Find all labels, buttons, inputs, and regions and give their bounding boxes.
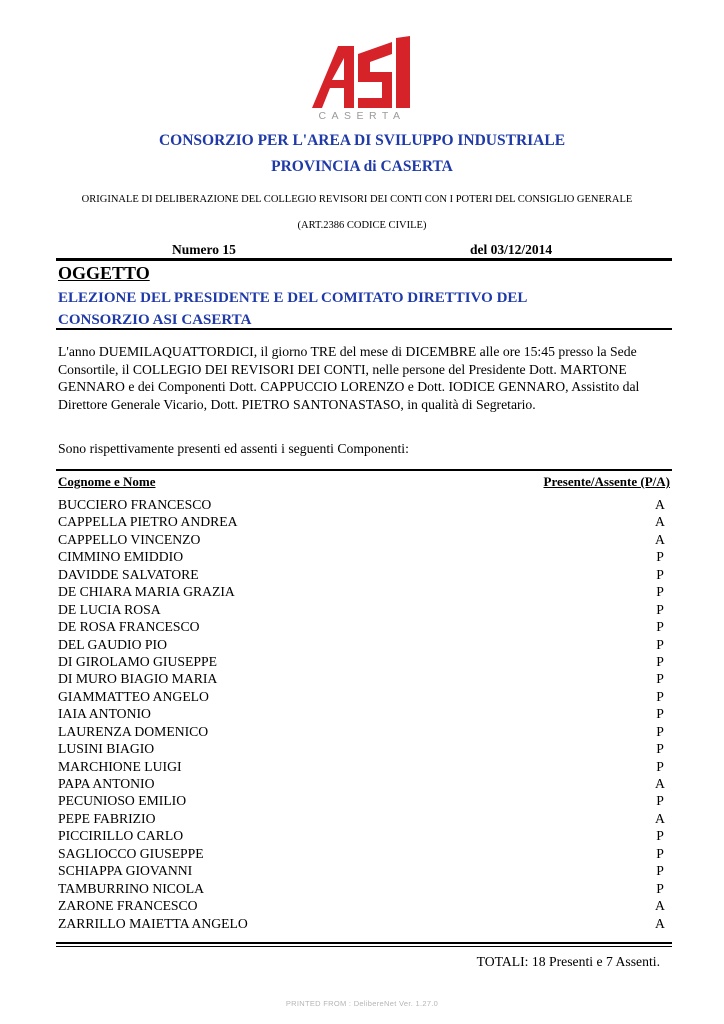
member-name: PAPA ANTONIO [58,776,155,791]
member-status: P [656,619,664,635]
member-name: LUSINI BIAGIO [58,741,155,757]
member-status: A [655,514,665,530]
print-footer: PRINTED FROM : DelibereNet Ver. 1.27.0 [285,999,439,1008]
body-paragraph: L'anno DUEMILAQUATTORDICI, il giorno TRE del mese di DICEMBRE alle ore 15:45 presso la Sede Consortile, il COLLEGIO DEI REVISORI DEI CONTI, nelle persone del Presidente Dott. MARTONE GENNARO e dei Componenti Dott. CAPPUCCIO LORENZO e Dott. IODICE GENNARO, Assistito dal Direttore Generale Vicario, Dott. PIETRO SANTONASTASO, in qualità di Segretario. [58,344,640,412]
table-row [58,688,670,705]
table-row [58,566,670,583]
member-status: P [656,741,664,757]
table-row [58,810,670,827]
table-row [58,618,670,635]
member-name: DAVIDDE SALVATORE [58,566,199,582]
member-status: P [656,758,664,774]
member-status: P [656,828,664,844]
member-status: P [656,636,664,652]
table-row [58,653,670,670]
table-row [58,496,670,513]
deliberation-number: Numero 15 [172,242,236,257]
member-status: A [655,497,665,512]
member-name: PICCIRILLO CARLO [58,828,184,844]
table-row [58,862,670,879]
deliberation-date: del 03/12/2014 [470,242,553,257]
divider-bottom-2 [56,946,672,947]
table-row [58,827,670,844]
column-header-status: Presente/Assente (P/A) [543,474,670,489]
table-row [58,670,670,687]
member-name: DI MURO BIAGIO MARIA [58,671,218,687]
member-status: P [656,845,664,861]
oggetto-label: OGGETTO [58,263,150,283]
member-name: SCHIAPPA GIOVANNI [58,863,193,879]
table-row [58,915,670,932]
member-name: IAIA ANTONIO [58,706,151,722]
table-row [58,601,670,618]
member-name: ZARRILLO MAIETTA ANGELO [58,915,248,931]
list-intro: Sono rispettivamente presenti ed assenti i seguenti Componenti: [58,441,409,456]
member-status: P [656,601,664,617]
table-row [58,758,670,775]
member-status: A [655,810,665,826]
member-name: MARCHIONE LUIGI [58,758,182,774]
table-row [58,583,670,600]
member-name: DI GIROLAMO GIUSEPPE [58,653,217,669]
member-name: TAMBURRINO NICOLA [58,880,205,896]
member-name: GIAMMATTEO ANGELO [58,688,209,704]
table-row [58,531,670,548]
table-row [58,723,670,740]
member-name: PECUNIOSO EMILIO [58,793,187,809]
member-status: P [656,793,664,809]
org-name: CONSORZIO PER L'AREA DI SVILUPPO INDUSTRIALE [158,132,566,149]
member-name: DE ROSA FRANCESCO [58,619,200,635]
member-status: P [656,880,664,896]
member-name: BUCCIERO FRANCESCO [58,497,212,512]
table-row [58,792,670,809]
table-row [58,548,670,565]
divider-table-top [56,469,672,471]
divider-bottom-1 [56,942,672,944]
members-list [58,496,670,932]
member-name: CAPPELLA PIETRO ANDREA [58,514,238,530]
logo-caption: CASERTA [318,110,406,122]
member-status: P [656,723,664,739]
member-name: SAGLIOCCO GIUSEPPE [58,845,204,861]
table-row [58,880,670,897]
table-row [58,845,670,862]
member-status: A [655,915,665,931]
table-row [58,705,670,722]
member-name: ZARONE FRANCESCO [58,898,198,914]
member-status: A [655,776,665,791]
divider-top-thick [56,258,672,261]
member-name: LAURENZA DOMENICO [58,723,209,739]
deliberation-type: ORIGINALE DI DELIBERAZIONE DEL COLLEGIO REVISORI DEI CONTI CON I POTERI DEL CONSIGLIO GENERALE [81,194,633,205]
table-row [58,513,670,530]
province-title: PROVINCIA di CASERTA [271,158,453,175]
table-row [58,897,670,914]
column-header-name: Cognome e Nome [58,474,156,489]
member-status: P [656,566,664,582]
member-status: P [656,688,664,704]
table-row [58,775,670,792]
member-status: A [655,531,665,547]
member-status: P [656,549,664,565]
member-status: P [656,653,664,669]
member-status: P [656,706,664,722]
member-status: P [656,671,664,687]
member-name: CAPPELLO VINCENZO [58,531,201,547]
totals: TOTALI: 18 Presenti e 7 Assenti. [476,954,660,969]
member-name: DE LUCIA ROSA [58,601,161,617]
member-name: CIMMINO EMIDDIO [58,549,184,565]
table-row [58,636,670,653]
member-name: DEL GAUDIO PIO [58,636,167,652]
oggetto-text: ELEZIONE DEL PRESIDENTE E DEL COMITATO DIRETTIVO DEL CONSORZIO ASI CASERTA [58,290,527,328]
table-row [58,740,670,757]
member-status: A [655,898,665,914]
member-name: DE CHIARA MARIA GRAZIA [58,584,235,600]
member-status: P [656,584,664,600]
article-reference: (ART.2386 CODICE CIVILE) [297,220,427,231]
member-name: PEPE FABRIZIO [58,810,156,826]
member-status: P [656,863,664,879]
divider-oggetto [56,328,672,330]
